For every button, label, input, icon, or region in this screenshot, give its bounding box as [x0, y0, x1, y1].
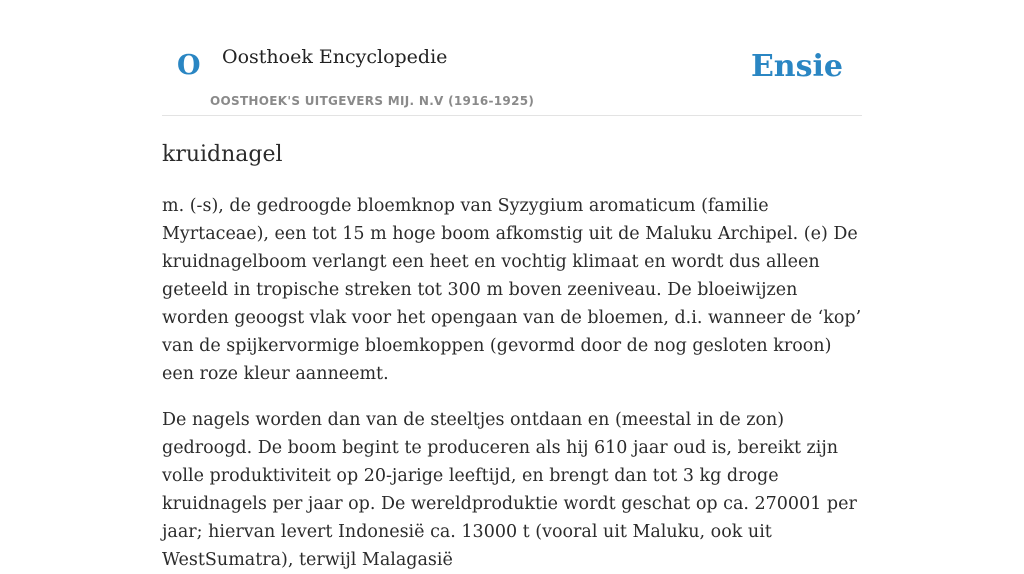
page: [162, 0, 862, 571]
entry-body: [162, 192, 862, 574]
site-header: [162, 0, 862, 116]
logo-mark[interactable]: O: [177, 50, 201, 81]
entry-paragraph: De nagels worden dan van de steeltjes ontdaan en (meestal in de zon) gedroogd. De boom begint te produceren als hij 610 jaar oud is, bereikt zijn volle produktiviteit op 20-jarige leeftijd, en brengt dan tot 3 kg droge kruidnagels per jaar op. De wereldproduktie wordt geschat op ca. 270001 per jaar; hiervan levert Indonesië ca. 13000 t (vooral uit Maluku, ook uit WestSumatra), terwijl Malagasië: [162, 410, 857, 571]
site-title[interactable]: Oosthoek Encyclopedie: [222, 46, 448, 68]
entry-title: kruidnagel: [162, 142, 283, 167]
entry-paragraph: m. (-s), de gedroogde bloemknop van Syzygium aromaticum (familie Myrtaceae), een tot 15 m hoge boom afkomstig uit de Maluku Archipel. (e) De kruidnagelboom verlangt een heet en vochtig klimaat en wordt dus alleen geteeld in tropische streken tot 300 m boven zeeniveau. De bloeiwijzen worden geoogst vlak voor het opengaan van de bloemen, d.i. wanneer de ‘kop’ van de spijkervormige bloemkoppen (gevormd door de nog gesloten kroon) een roze kleur aanneemt.: [162, 196, 862, 385]
publisher-label: OOSTHOEK'S UITGEVERS MIJ. N.V (1916-1925): [210, 94, 535, 108]
brand-logo[interactable]: Ensie: [750, 49, 843, 84]
